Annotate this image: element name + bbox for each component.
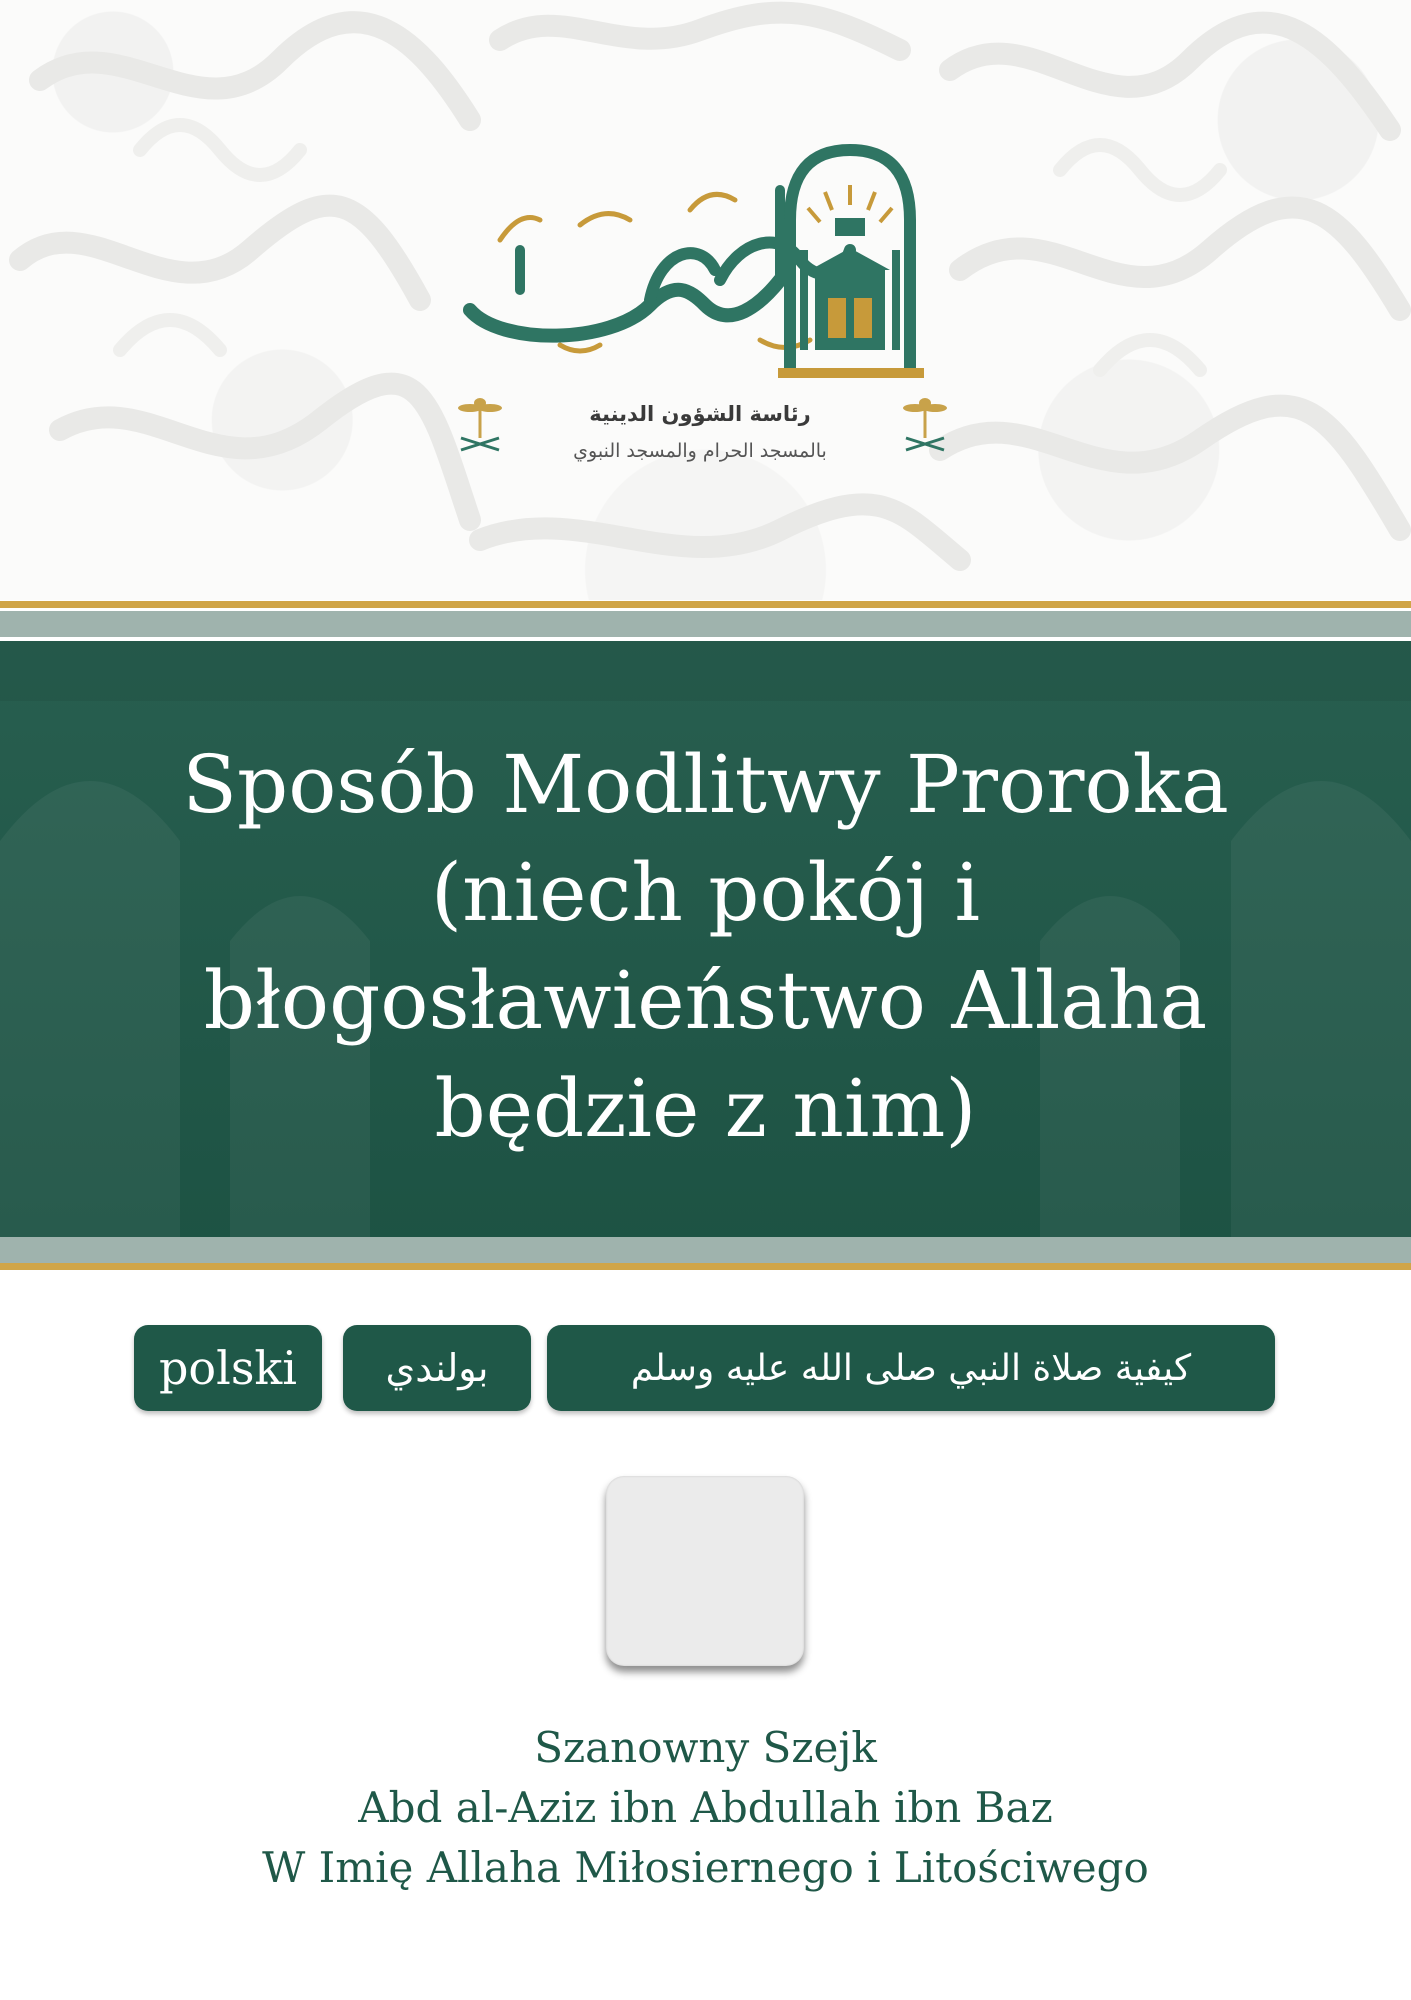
- title-banner: [0, 641, 1411, 1237]
- language-badge-arabic: بولندي: [343, 1325, 531, 1411]
- org-subtitle: بالمسجد الحرام والمسجد النبوي: [573, 440, 827, 462]
- author-honorific: Szanowny Szejk: [534, 1723, 877, 1772]
- gold-divider: [0, 1263, 1411, 1270]
- haramain-logo: [460, 130, 960, 390]
- title-line: błogosławieństwo Allaha: [203, 954, 1208, 1047]
- title-line: Sposób Modlitwy Proroka: [182, 738, 1229, 831]
- page-title: [120, 731, 1291, 1163]
- palm-emblem-icon: [455, 398, 505, 458]
- gray-band: [0, 611, 1411, 637]
- gray-band: [0, 1237, 1411, 1263]
- header-background: [0, 0, 1411, 600]
- basmala-line: W Imię Allaha Miłosiernego i Litościwego: [262, 1843, 1149, 1892]
- arabic-title-badge: كيفية صلاة النبي صلى الله عليه وسلم: [547, 1325, 1275, 1411]
- title-line: (niech pokój i: [430, 846, 981, 939]
- org-name: رئاسة الشؤون الدينية: [589, 402, 811, 426]
- title-line: będzie z nim): [434, 1062, 977, 1155]
- author-name: Abd al-Aziz ibn Abdullah ibn Baz: [358, 1783, 1053, 1832]
- gold-divider: [0, 601, 1411, 608]
- image-placeholder: [606, 1476, 804, 1666]
- language-badge: polski: [134, 1325, 322, 1411]
- author-block: [0, 1718, 1411, 1898]
- palm-emblem-icon: [900, 398, 950, 458]
